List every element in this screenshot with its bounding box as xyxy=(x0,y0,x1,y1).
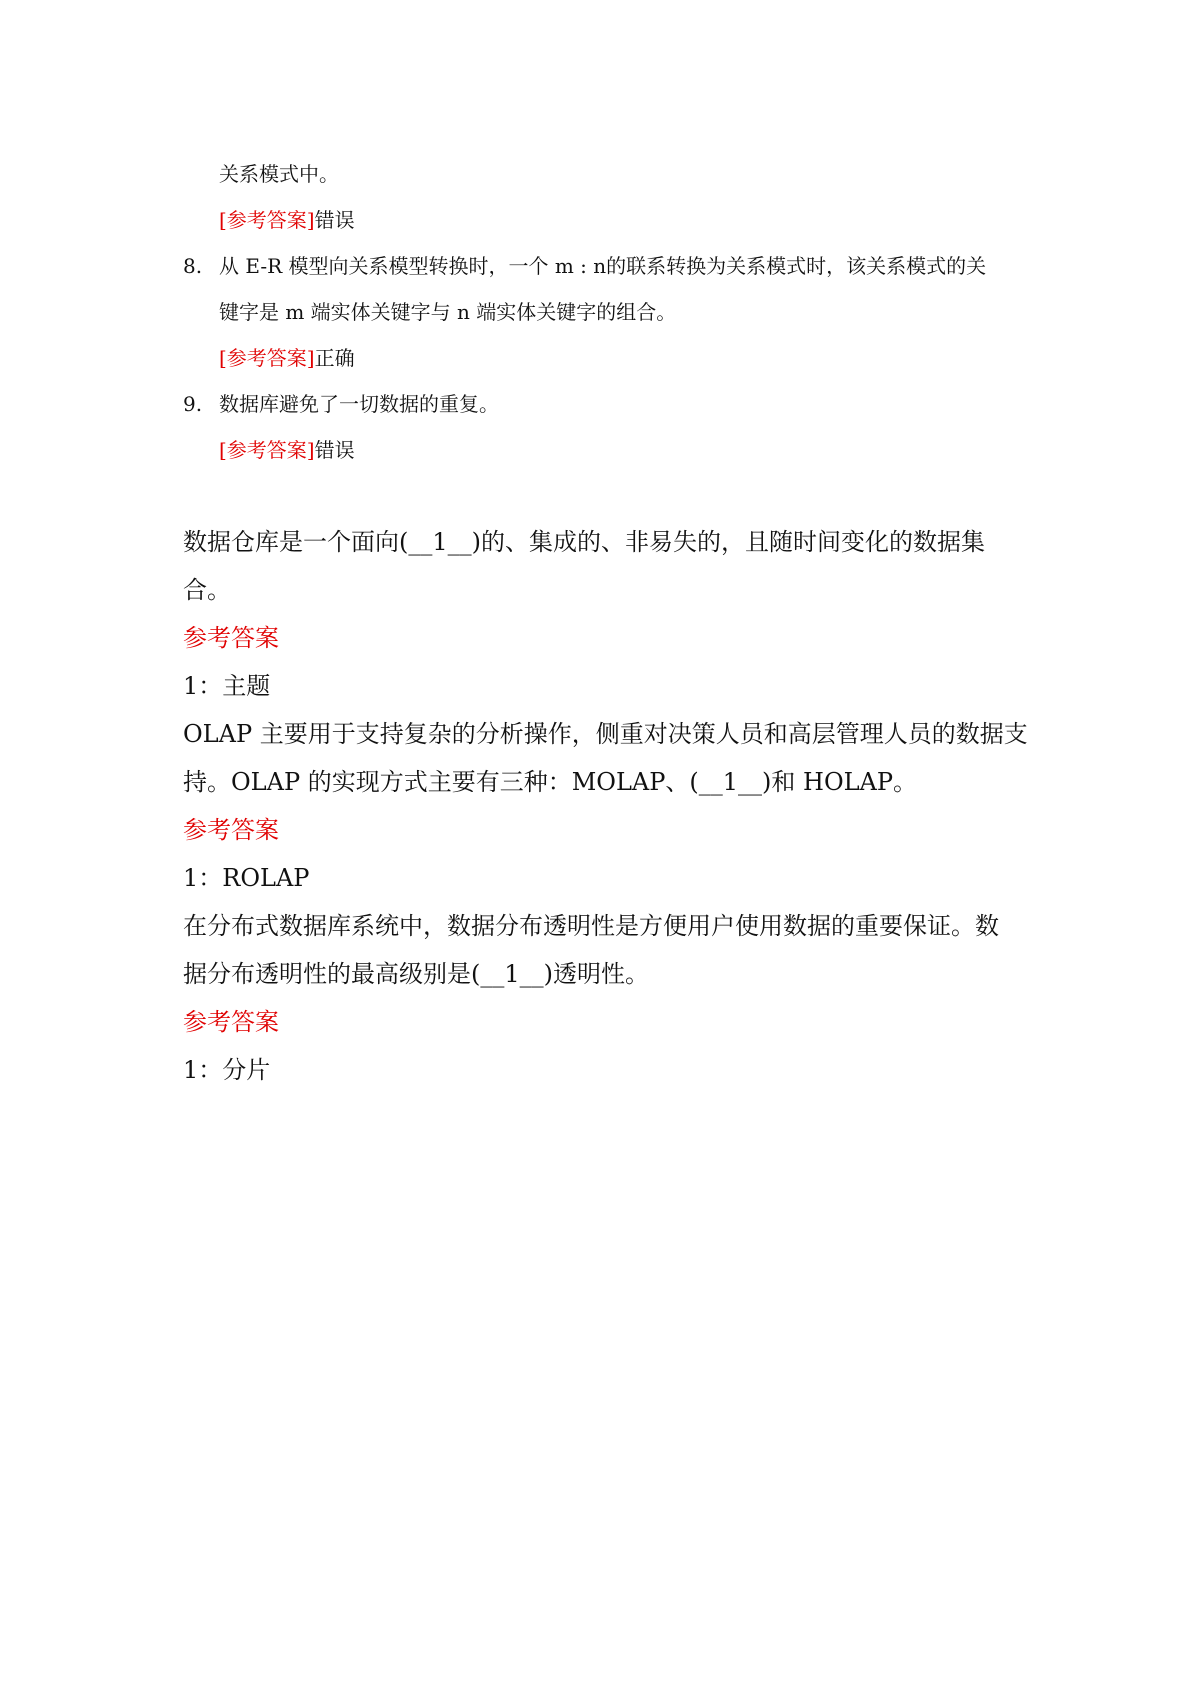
answer-label: [参考答案] xyxy=(219,208,315,232)
q8-text-line1: 从 E-R 模型向关系模型转换时，一个 m : n的联系转换为关系模式时，该关系模式的关 xyxy=(219,254,987,278)
q9-number: 9. xyxy=(183,392,203,416)
answer-value: 错误 xyxy=(314,208,355,232)
fill-q3-line2: 据分布透明性的最高级别是(__1__)透明性。 xyxy=(183,960,649,988)
fill-q1-line2: 合。 xyxy=(183,576,231,604)
q7-answer xyxy=(219,206,355,234)
answer-label: [参考答案] xyxy=(219,346,315,370)
q9-text-line1: 数据库避免了一切数据的重复。 xyxy=(219,392,499,416)
q9-answer xyxy=(219,436,355,464)
fill-q3-answer: 1：分片 xyxy=(183,1056,271,1084)
fill-q2-line1: OLAP 主要用于支持复杂的分析操作，侧重对决策人员和高层管理人员的数据支 xyxy=(183,720,1028,748)
fill-q2-line2: 持。OLAP 的实现方式主要有三种：MOLAP、(__1__)和 HOLAP。 xyxy=(183,768,918,796)
fill-q1-answer: 1：主题 xyxy=(183,672,271,700)
q8-answer xyxy=(219,344,355,372)
q7-text-tail: 关系模式中。 xyxy=(219,162,339,186)
answer-label: [参考答案] xyxy=(219,438,315,462)
fill-q1-answer-label: 参考答案 xyxy=(183,624,279,652)
fill-q3-line1: 在分布式数据库系统中，数据分布透明性是方便用户使用数据的重要保证。数 xyxy=(183,912,999,940)
fill-q2-answer: 1：ROLAP xyxy=(183,864,310,892)
fill-q1-line1: 数据仓库是一个面向(__1__)的、集成的、非易失的，且随时间变化的数据集 xyxy=(183,528,985,556)
q8-number: 8. xyxy=(183,254,203,278)
fill-q2-answer-label: 参考答案 xyxy=(183,816,279,844)
answer-value: 正确 xyxy=(314,346,355,370)
fill-q3-answer-label: 参考答案 xyxy=(183,1008,279,1036)
q8-text-line2: 键字是 m 端实体关键字与 n 端实体关键字的组合。 xyxy=(219,300,677,324)
answer-value: 错误 xyxy=(314,438,355,462)
